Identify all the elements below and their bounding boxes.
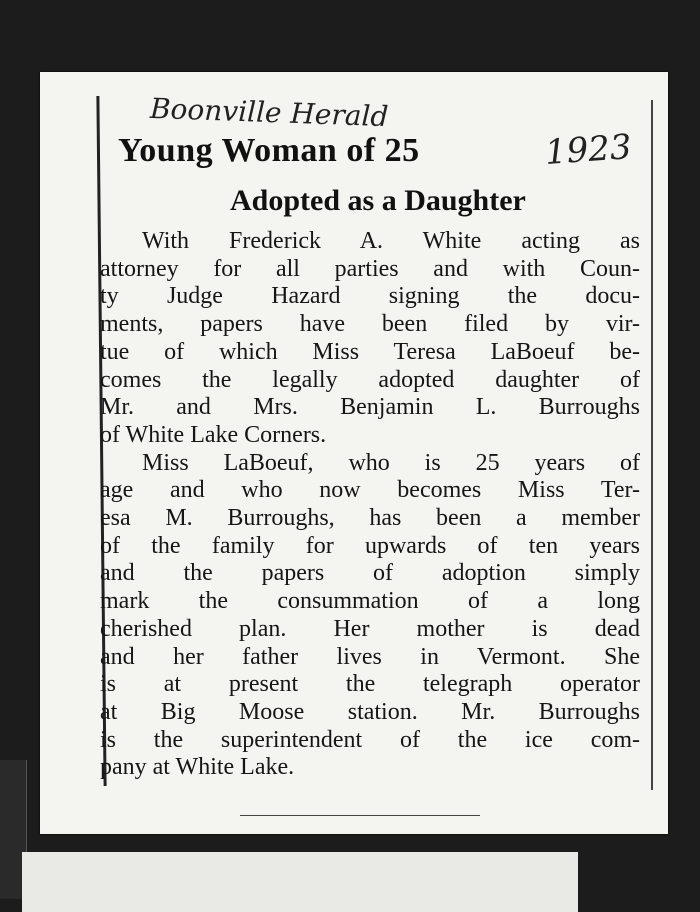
- article-line: Miss LaBoeuf, who is 25 years of: [142, 449, 640, 476]
- article-line: is the superintendent of the ice com-: [100, 726, 640, 753]
- article-line: esa M. Burroughs, has been a member: [100, 505, 640, 532]
- article-line: cherished plan. Her mother is dead: [100, 615, 640, 642]
- article-line: mark the consummation of a long: [100, 588, 640, 615]
- article-line: of the family for upwards of ten years: [100, 532, 640, 559]
- subheadline: Adopted as a Daughter: [230, 184, 526, 217]
- column-rule-right: [651, 100, 653, 790]
- handwritten-year-note: 1923: [543, 127, 633, 173]
- article-line: at Big Moose station. Mr. Burroughs: [100, 698, 640, 725]
- article-line: comes the legally adopted daughter of: [100, 366, 640, 393]
- article-line: pany at White Lake.: [100, 754, 295, 781]
- article-line: ments, papers have been filed by vir-: [100, 311, 640, 338]
- article-body: [100, 228, 640, 782]
- article-line: of White Lake Corners.: [100, 421, 327, 448]
- next-clipping-edge: [22, 852, 578, 912]
- article-line: and her father lives in Vermont. She: [100, 643, 640, 670]
- handwritten-source-note: Boonville Herald: [149, 91, 389, 134]
- headline: Young Woman of 25: [118, 132, 420, 169]
- article-line: ty Judge Hazard signing the docu-: [100, 283, 640, 310]
- article-line: tue of which Miss Teresa LaBoeuf be-: [100, 338, 640, 365]
- article-line: Mr. and Mrs. Benjamin L. Burroughs: [100, 394, 640, 421]
- closing-rule: [240, 815, 480, 816]
- article-line: attorney for all parties and with Coun-: [100, 255, 640, 282]
- article-line: is at present the telegraph operator: [100, 671, 640, 698]
- article-line: With Frederick A. White acting as: [142, 228, 640, 254]
- article-line: age and who now becomes Miss Ter-: [100, 477, 640, 504]
- article-line: and the papers of adoption simply: [100, 560, 640, 587]
